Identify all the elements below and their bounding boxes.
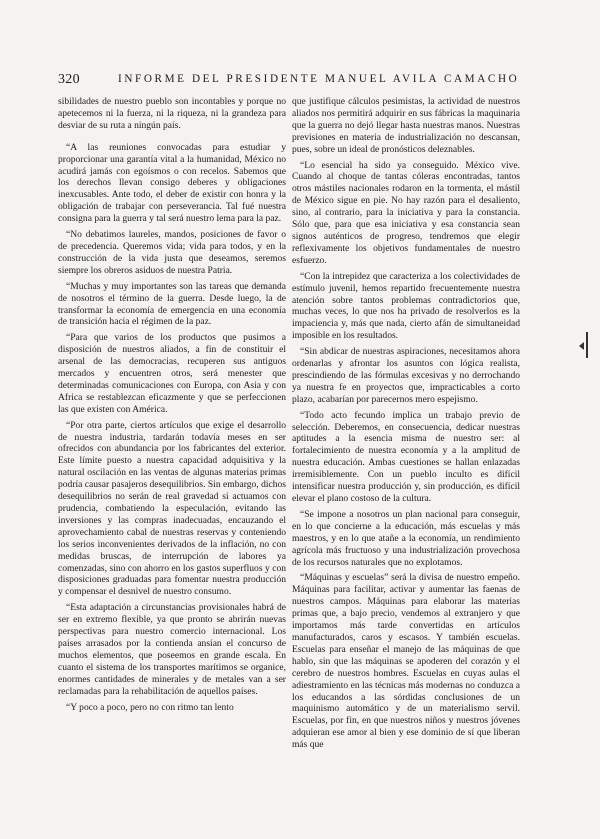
paragraph: que justifique cálculos pesimistas, la actividad de nuestros aliados nos permitirá adquirir en sus fábricas la maquinaria que la guerra no dejó llegar hasta nuestras manos. Nuestras previsiones en materia de industrialización no descansan, pues, sobre un ideal de pronósticos deleznables. (292, 96, 520, 155)
paragraph: “Y poco a poco, pero no con ritmo tan lento (66, 701, 234, 713)
running-title: INFORME DEL PRESIDENTE MANUEL AVILA CAMACHO (118, 73, 520, 85)
paragraph: “Máquinas y escuelas” será la divisa de nuestro empeño. Máquinas para facilitar, activar y aumentar las faenas de nuestros campos. Máquinas para elaborar las materias primas que, a bajo precio, vendemos al extranjero y que importamos más tarde convertidas en artículos manufacturados, caros y escasos. Y también escuelas. Escuelas para enseñar el manejo de las máquinas de que hablo, sin que las máquinas se apoderen del corazón y el cerebro de nuestros hombres. Escuelas en cuyas aulas el adiestramiento en las técnicas más modernas no conduzca a los educandos a las sórdidas conclusiones de un maquinismo automático y de un materialismo servil. Escuelas, por fin, en que nuestros niños y nuestros jóvenes adquieran ese amor al bien y ese dominio de sí que liberan más que (292, 572, 520, 751)
paragraph: “Sin abdicar de nuestras aspiraciones, necesitamos ahora ordenarlas y afrontar los asuntos con lógica realista, prescindiendo de las fórmulas excesivas y no derrochando ya nuestra fe en proyectos que, impracticables a corto plazo, acabarían por parecernos mero espejismo. (292, 346, 520, 405)
paragraph: “Por otra parte, ciertos artículos que exige el desarrollo de nuestra industria, tardarán todavía meses en ser ofrecidos con abundancia por los fabricantes del exterior. Este límite puesto a nuestra capacidad adquisitiva y la natural oscilación en las ventas de algunas materias primas podría causar pasajeros desequilibrios. Sin embargo, dichos desequilibrios no serán de real gravedad si actuamos con prudencia, combatiendo la especulación, evitando las inversiones y las compras inadecuadas, encauzando el aprovechamiento cabal de nuestras reservas y conteniendo los serios inconvenientes derivados de la inflación, no con medidas bruscas, de interrupción de labores ya comenzadas, sino con ahorro en los gastos superfluos y con disposiciones graduadas para fomentar nuestra producción y compensar el desnivel de nuestro consumo. (58, 419, 286, 598)
margin-mark (586, 332, 588, 358)
paragraph: “Esta adaptación a circunstancias provisionales habrá de ser en extremo flexible, ya que pronto se abrirán nuevas perspectivas para nuestro comercio internacional. Los países arrasados por la contienda ansían el concurso de muchos elementos, que poseemos en grande escala. En cuanto el sistema de los transportes marítimos se organice, enormes cantidades de minerales y de metales van a ser reclamadas para la rehabilitación de aquellos países. (58, 602, 286, 697)
paragraph: “Para que varios de los productos que pusimos a disposición de nuestros aliados, a fin de constituir el arsenal de las democracias, recuperen sus antiguos mercados y encuentren otros, será menester que determinadas comunicaciones con Europa, con Asia y con Africa se restablezcan eficazmente y que se perfeccionen las que existen con América. (58, 332, 286, 415)
page-number: 320 (58, 72, 80, 87)
left-column (58, 96, 286, 713)
paragraph: “A las reuniones convocadas para estudiar y proporcionar una garantía vital a la humanidad, México no acudirá jamás con egoísmos o con recelos. Sabemos que los derechos llevan consigo deberes y obligaciones inexcusables. Ante todo, el deber de existir con honra y la obligación de trabajar con perseverancia. Tal fué nuestra consigna para la guerra y tal será nuestro lema para la paz. (58, 141, 286, 225)
paragraph: “Muchas y muy importantes son las tareas que demanda de nosotros el término de la guerra. Desde luego, la de transformar la economía de emergencia en una economía de transición hacia el régimen de la paz. (58, 280, 286, 328)
margin-arrow-icon (579, 342, 584, 350)
paragraph: “No debatimos laureles, mandos, posiciones de favor o de precedencia. Queremos vida; vida para todos, y en la construcción de la vida justa que deseamos, seremos siempre los obreros asiduos de nuestra Patria. (58, 229, 286, 276)
paragraph: “Se impone a nosotros un plan nacional para conseguir, en lo que concierne a la educación, más escuelas y más maestros, y en lo que atañe a la economía, un rendimiento agrícola más fructuoso y una industrialización provechosa de los recursos naturales que no explotamos. (292, 508, 520, 568)
paragraph: “Todo acto fecundo implica un trabajo previo de selección. Deberemos, en consecuencia, dedicar nuestras aptitudes a la esencia misma de nuestro ser: al fortalecimiento de nuestra economía y a la amplitud de nuestra educación. Ambas cuestiones se hallan enlazadas irremisiblemente. Con un pueblo inculto es difícil intensificar nuestra producción y, sin producción, es difícil elevar el plano costoso de la cultura. (292, 409, 520, 504)
paragraph: “Con la intrepidez que caracteriza a los colectividades de estímulo juvenil, hemos repartido frecuentemente nuestra atención sobre tantos problemas contradictorios que, muchas veces, lo que nos ha privado de resolverlos es la impaciencia y, más que nada, cierto afán de simultaneidad imposible en los resultados. (292, 270, 520, 342)
right-column (292, 96, 520, 751)
paragraph: sibilidades de nuestro pueblo son incontables y porque no apetecemos ni la fuerza, ni la riqueza, ni la grandeza para desviar de su ruta a ningún país. (58, 96, 286, 131)
paragraph: “Lo esencial ha sido ya conseguido. México vive. Cuando al choque de tantas cóleras encontradas, tantos otros mástiles nacionales rodaron en la tormenta, el mástil de México sigue en pie. No hay razón para el desaliento, sino, al contrario, para la iniciativa y para la constancia. Sólo que, para que esa iniciativa y esa constancia sean signos auténticos de progreso, tendremos que elegir reflexivamente los objetivos fundamentales de nuestro esfuerzo. (292, 159, 520, 266)
page-header (58, 72, 558, 88)
